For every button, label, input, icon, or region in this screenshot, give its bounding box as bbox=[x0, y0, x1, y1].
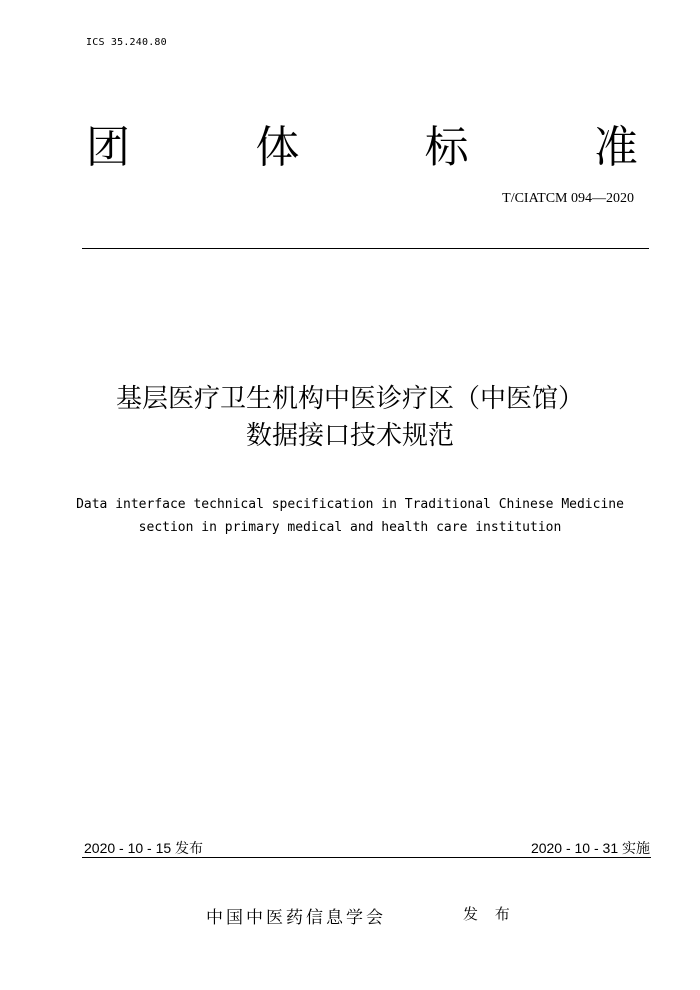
publisher-name: 中国中医药信息学会 bbox=[206, 908, 386, 928]
english-title bbox=[0, 493, 700, 539]
english-title-line-1: Data interface technical specification in Traditional Chinese Medicine bbox=[76, 497, 624, 512]
header-divider bbox=[82, 248, 649, 249]
implement-date: 2020 - 10 - 31 实施 bbox=[530, 840, 650, 856]
title-char-1: 团 bbox=[86, 122, 130, 173]
standard-number: T/CIATCM 094—2020 bbox=[502, 191, 634, 206]
ics-code: ICS 35.240.80 bbox=[86, 37, 167, 48]
standard-type-title bbox=[86, 118, 638, 178]
publish-label: 发 布 bbox=[463, 905, 516, 923]
title-char-2: 体 bbox=[255, 122, 300, 173]
title-char-4: 准 bbox=[593, 122, 638, 173]
footer-divider bbox=[82, 857, 651, 858]
publish-date: 2020 - 10 - 15 发布 bbox=[84, 840, 204, 856]
english-title-line-2: section in primary medical and health care institution bbox=[138, 520, 562, 535]
title-char-3: 标 bbox=[424, 122, 469, 173]
chinese-title-line-2: 数据接口技术规范 bbox=[245, 421, 454, 451]
chinese-title-line-1: 基层医疗卫生机构中医诊疗区（中医馆） bbox=[115, 384, 584, 414]
chinese-title bbox=[0, 381, 700, 455]
